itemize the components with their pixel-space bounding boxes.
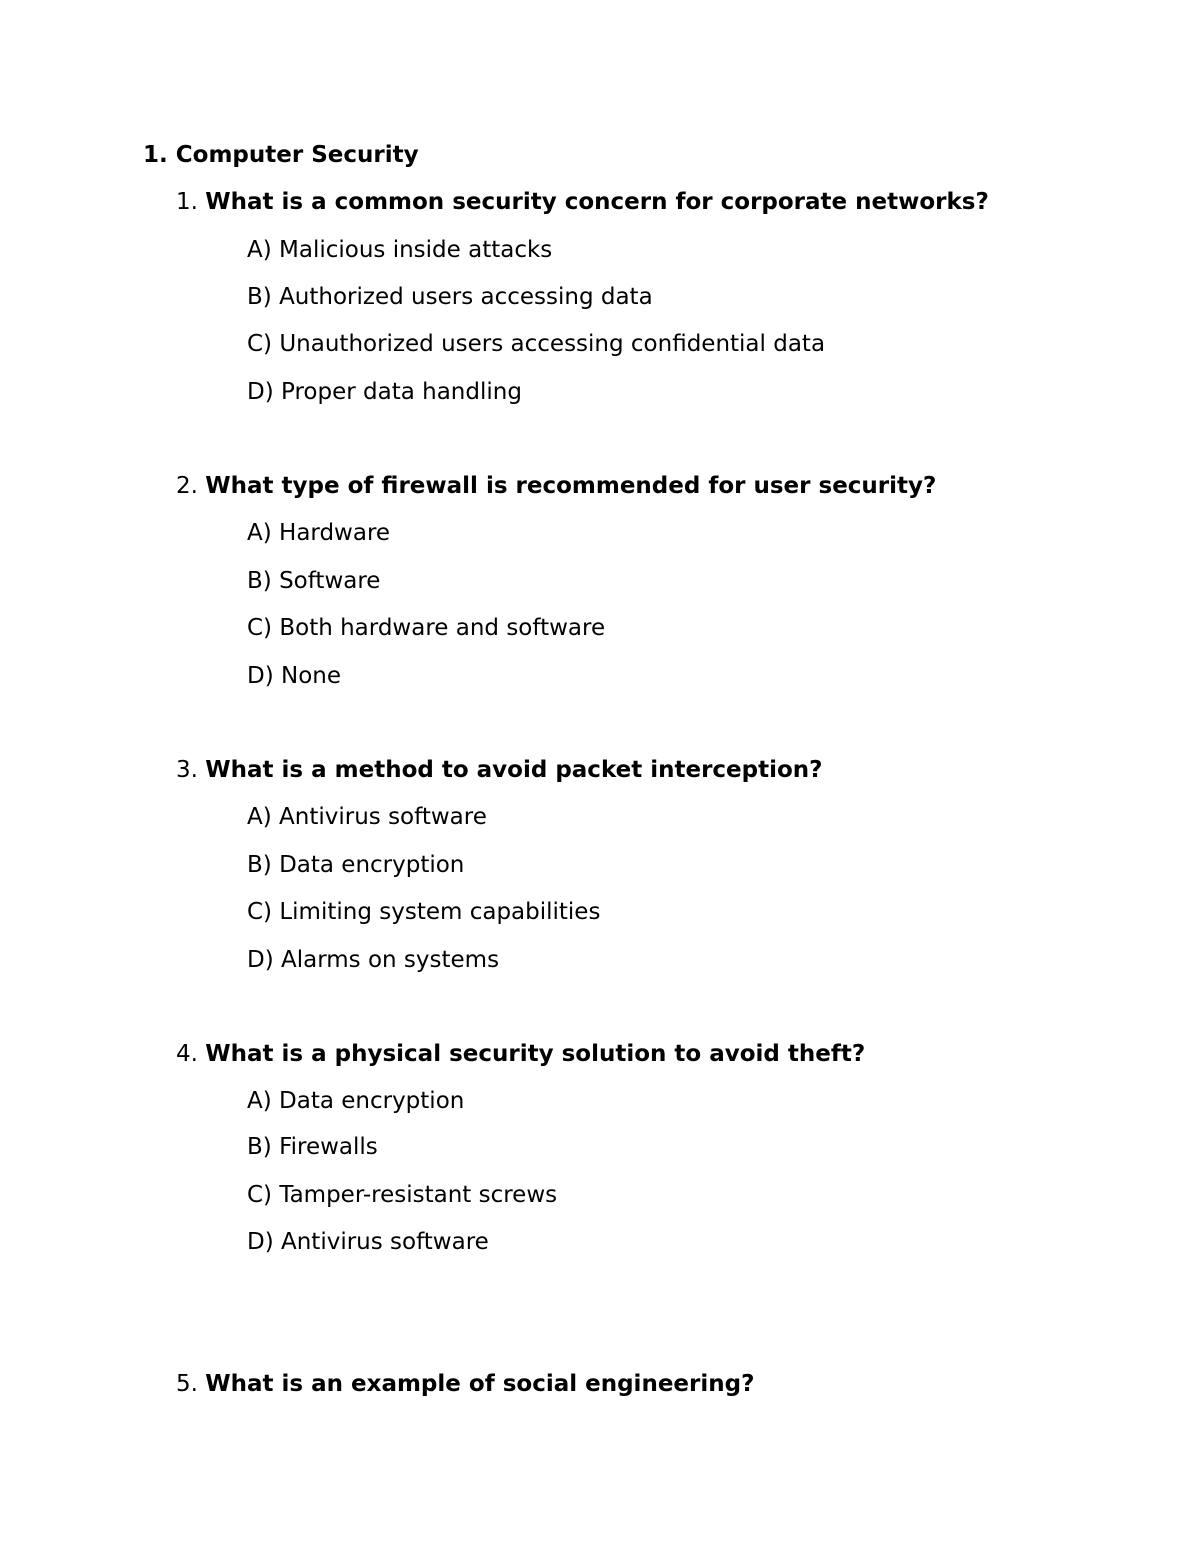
question-text: What type of firewall is recommended for user security? xyxy=(205,473,937,499)
question-number: 1. xyxy=(176,189,198,215)
question-2-option-a: A) Hardware xyxy=(247,520,391,546)
question-4-option-d: D) Antivirus software xyxy=(247,1229,489,1255)
question-5 xyxy=(176,1369,754,1399)
question-2 xyxy=(176,471,936,501)
question-1-option-a: A) Malicious inside attacks xyxy=(247,237,553,263)
question-text: What is a method to avoid packet interception? xyxy=(205,757,823,783)
question-1 xyxy=(176,187,989,217)
question-3-option-c: C) Limiting system capabilities xyxy=(247,899,601,925)
section-heading xyxy=(143,140,419,170)
question-number: 5. xyxy=(176,1371,198,1397)
section-number: 1. xyxy=(143,142,168,168)
question-3 xyxy=(176,755,823,785)
question-1-option-c: C) Unauthorized users accessing confidential data xyxy=(247,331,826,357)
question-2-option-b: B) Software xyxy=(247,568,381,594)
question-1-option-b: B) Authorized users accessing data xyxy=(247,284,653,310)
question-4 xyxy=(176,1039,865,1069)
question-4-option-c: C) Tamper-resistant screws xyxy=(247,1182,558,1208)
question-2-option-c: C) Both hardware and software xyxy=(247,615,606,641)
question-number: 2. xyxy=(176,473,198,499)
question-text: What is a common security concern for corporate networks? xyxy=(205,189,989,215)
question-3-option-a: A) Antivirus software xyxy=(247,804,487,830)
question-text: What is a physical security solution to avoid theft? xyxy=(205,1041,866,1067)
section-title: Computer Security xyxy=(175,142,419,168)
question-3-option-b: B) Data encryption xyxy=(247,852,465,878)
question-3-option-d: D) Alarms on systems xyxy=(247,947,500,973)
question-text: What is an example of social engineering? xyxy=(205,1371,755,1397)
question-number: 3. xyxy=(176,757,198,783)
question-4-option-a: A) Data encryption xyxy=(247,1088,465,1114)
question-number: 4. xyxy=(176,1041,198,1067)
question-1-option-d: D) Proper data handling xyxy=(247,379,522,405)
question-4-option-b: B) Firewalls xyxy=(247,1134,378,1160)
question-2-option-d: D) None xyxy=(247,663,341,689)
